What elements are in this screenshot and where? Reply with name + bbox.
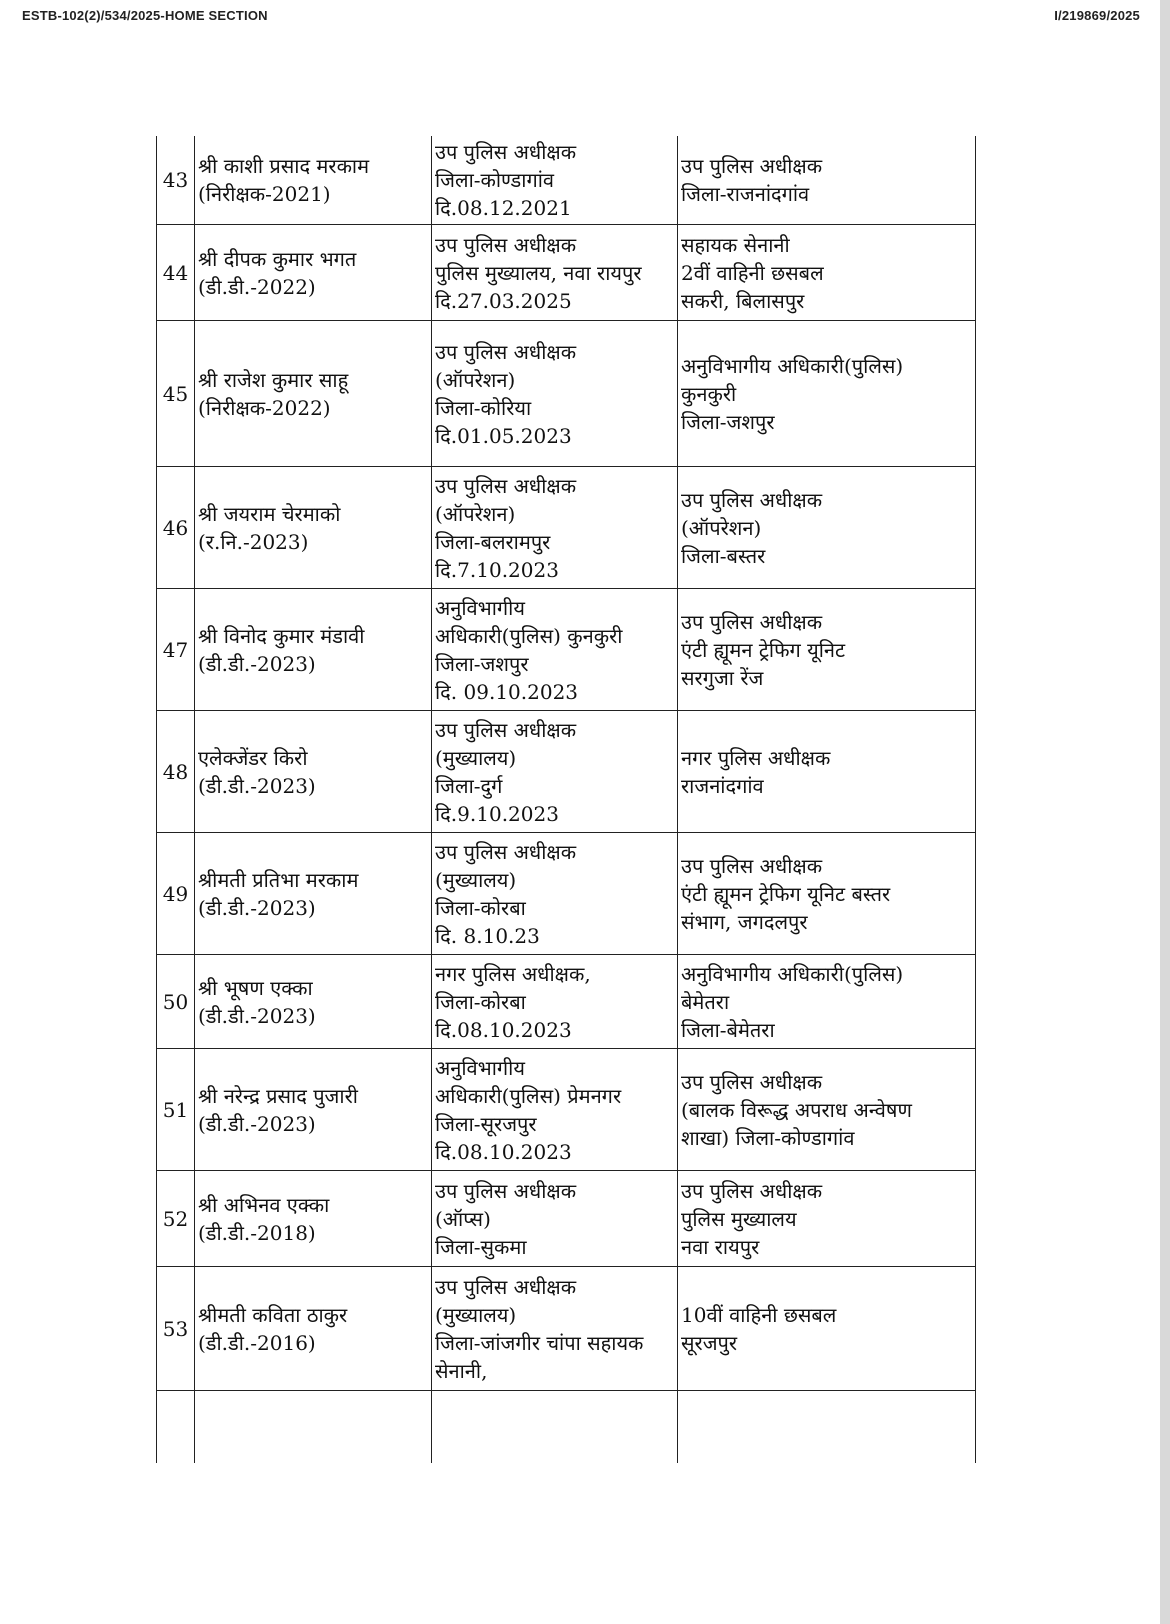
cell-line: जिला-जशपुर xyxy=(681,409,775,434)
officer-name-cell xyxy=(195,833,432,955)
cell-line: जिला-राजनांदगांव xyxy=(681,182,810,206)
new-posting-cell xyxy=(678,136,976,225)
cell-line: एंटी ह्यूमन ट्रेफिग यूनिट बस्तर xyxy=(681,881,891,906)
cell-line: (डी.डी.-2023) xyxy=(198,651,316,676)
table-row xyxy=(157,136,976,225)
cell-line: जिला-बेमेतरा xyxy=(681,1017,775,1042)
cell-line: (मुख्यालय) xyxy=(435,1302,517,1327)
current-posting-cell xyxy=(432,955,678,1049)
serial-number-cell: 51 xyxy=(157,1049,195,1171)
current-posting-cell xyxy=(432,225,678,321)
new-posting-cell xyxy=(678,225,976,321)
cell-line: (ऑपरेशन) xyxy=(435,367,516,392)
document-number: I/219869/2025 xyxy=(1054,8,1140,23)
serial-number-cell: 50 xyxy=(157,955,195,1049)
cell-line: सरगुजा रेंज xyxy=(681,665,764,690)
new-posting-cell xyxy=(678,467,976,589)
cell-line: उप पुलिस अधीक्षक xyxy=(435,140,577,164)
cell-line: श्री अभिनव एक्का xyxy=(198,1192,330,1217)
cell-line: श्री दीपक कुमार भगत xyxy=(198,246,357,271)
cell-line: जिला-बलरामपुर xyxy=(435,529,551,554)
cell-line: उप पुलिस अधीक्षक xyxy=(681,1178,823,1203)
cell-line: जिला-जांजगीर चांपा सहायक xyxy=(435,1330,644,1355)
officer-name-cell xyxy=(195,225,432,321)
cell-line: उप पुलिस अधीक्षक xyxy=(435,1178,577,1203)
table-row xyxy=(157,225,976,321)
table-row xyxy=(157,711,976,833)
cell-line: सेनानी, xyxy=(435,1358,488,1383)
empty-cell xyxy=(195,1391,432,1463)
empty-cell xyxy=(157,1391,195,1463)
new-posting-cell xyxy=(678,589,976,711)
cell-line: (डी.डी.-2023) xyxy=(198,1003,316,1028)
cell-line: एलेक्जेंडर किरो xyxy=(198,745,308,770)
cell-line: जिला-कोरबा xyxy=(435,989,526,1014)
current-posting-cell xyxy=(432,321,678,467)
cell-line: जिला-जशपुर xyxy=(435,651,529,676)
cell-line: (डी.डी.-2023) xyxy=(198,773,316,798)
cell-line: (डी.डी.-2023) xyxy=(198,895,316,920)
cell-line: अनुविभागीय अधिकारी(पुलिस) xyxy=(681,961,904,986)
cell-line: उप पुलिस अधीक्षक xyxy=(435,473,577,498)
cell-line: उप पुलिस अधीक्षक xyxy=(435,339,577,364)
empty-cell xyxy=(432,1391,678,1463)
cell-line: (बालक विरूद्ध अपराध अन्वेषण xyxy=(681,1097,912,1122)
new-posting-cell xyxy=(678,1267,976,1391)
cell-line: (ऑपरेशन) xyxy=(681,515,762,540)
cell-line: श्री भूषण एक्का xyxy=(198,975,313,1000)
table-row xyxy=(157,1171,976,1267)
officer-name-cell xyxy=(195,321,432,467)
serial-number-cell: 52 xyxy=(157,1171,195,1267)
cell-line: श्री जयराम चेरमाको xyxy=(198,501,341,526)
officer-name-cell xyxy=(195,955,432,1049)
cell-line: शाखा) जिला-कोण्डागांव xyxy=(681,1125,855,1150)
serial-number-cell: 43 xyxy=(157,136,195,225)
table-row xyxy=(157,467,976,589)
officer-name-cell xyxy=(195,589,432,711)
cell-line: जिला-सूरजपुर xyxy=(435,1111,537,1136)
cell-line: जिला-सुकमा xyxy=(435,1234,527,1259)
cell-line: जिला-दुर्ग xyxy=(435,773,503,798)
cell-line: जिला-कोरिया xyxy=(435,395,532,420)
cell-line: उप पुलिस अधीक्षक xyxy=(681,487,823,512)
transfer-table xyxy=(156,136,976,1463)
cell-line: जिला-कोण्डागांव xyxy=(435,168,554,192)
cell-line: श्रीमती प्रतिभा मरकाम xyxy=(198,867,359,892)
cell-line: दि. 8.10.23 xyxy=(435,923,540,948)
cell-line: श्री राजेश कुमार साहू xyxy=(198,367,349,392)
cell-line: दि.27.03.2025 xyxy=(435,288,572,313)
table-row xyxy=(157,955,976,1049)
serial-number-cell: 45 xyxy=(157,321,195,467)
table-row xyxy=(157,833,976,955)
new-posting-cell xyxy=(678,321,976,467)
serial-number-cell: 49 xyxy=(157,833,195,955)
current-posting-cell xyxy=(432,467,678,589)
cell-line: दि.08.10.2023 xyxy=(435,1139,572,1164)
cell-line: (डी.डी.-2022) xyxy=(198,274,316,299)
officer-name-cell xyxy=(195,1171,432,1267)
officer-name-cell xyxy=(195,467,432,589)
serial-number-cell: 44 xyxy=(157,225,195,321)
cell-line: उप पुलिस अधीक्षक xyxy=(681,609,823,634)
serial-number-cell: 47 xyxy=(157,589,195,711)
current-posting-cell xyxy=(432,1171,678,1267)
cell-line: अनुविभागीय xyxy=(435,1055,525,1080)
cell-line: (मुख्यालय) xyxy=(435,745,517,770)
cell-line: राजनांदगांव xyxy=(681,773,764,798)
file-reference: ESTB-102(2)/534/2025-HOME SECTION xyxy=(22,8,268,23)
cell-line: (डी.डी.-2023) xyxy=(198,1111,316,1136)
new-posting-cell xyxy=(678,955,976,1049)
officer-name-cell xyxy=(195,1267,432,1391)
cell-line: (र.नि.-2023) xyxy=(198,529,309,554)
cell-line: उप पुलिस अधीक्षक xyxy=(681,154,823,178)
serial-number-cell: 48 xyxy=(157,711,195,833)
serial-number-cell: 53 xyxy=(157,1267,195,1391)
cell-line: (निरीक्षक-2022) xyxy=(198,395,331,420)
cell-line: सकरी, बिलासपुर xyxy=(681,288,805,313)
serial-number-cell: 46 xyxy=(157,467,195,589)
cell-line: (डी.डी.-2016) xyxy=(198,1330,316,1355)
cell-line: दि.9.10.2023 xyxy=(435,801,559,826)
cell-line: (डी.डी.-2018) xyxy=(198,1220,316,1245)
cell-line: उप पुलिस अधीक्षक xyxy=(435,1274,577,1299)
cell-line: कुनकुरी xyxy=(681,381,737,406)
cell-line: नगर पुलिस अधीक्षक xyxy=(681,745,831,770)
new-posting-cell xyxy=(678,1171,976,1267)
cell-line: (ऑप्स) xyxy=(435,1206,491,1231)
current-posting-cell xyxy=(432,136,678,225)
table-row xyxy=(157,589,976,711)
current-posting-cell xyxy=(432,1267,678,1391)
current-posting-cell xyxy=(432,833,678,955)
cell-line: दि.01.05.2023 xyxy=(435,423,572,448)
new-posting-cell xyxy=(678,833,976,955)
officer-name-cell xyxy=(195,1049,432,1171)
current-posting-cell xyxy=(432,589,678,711)
cell-line: उप पुलिस अधीक्षक xyxy=(435,717,577,742)
cell-line: अनुविभागीय अधिकारी(पुलिस) xyxy=(681,353,904,378)
officer-name-cell xyxy=(195,136,432,225)
cell-line: उप पुलिस अधीक्षक xyxy=(435,839,577,864)
cell-line: नवा रायपुर xyxy=(681,1234,760,1259)
cell-line: श्रीमती कविता ठाकुर xyxy=(198,1302,348,1327)
cell-line: अधिकारी(पुलिस) कुनकुरी xyxy=(435,623,623,648)
cell-line: संभाग, जगदलपुर xyxy=(681,909,808,934)
cell-line: श्री नरेन्द्र प्रसाद पुजारी xyxy=(198,1083,358,1108)
cell-line: बेमेतरा xyxy=(681,989,730,1014)
page-edge xyxy=(1160,0,1170,1624)
cell-line: सहायक सेनानी xyxy=(681,232,790,257)
cell-line: उप पुलिस अधीक्षक xyxy=(681,1069,823,1094)
cell-line: जिला-बस्तर xyxy=(681,543,766,568)
current-posting-cell xyxy=(432,1049,678,1171)
table-row xyxy=(157,1049,976,1171)
cell-line: (निरीक्षक-2021) xyxy=(198,182,331,206)
cell-line: (मुख्यालय) xyxy=(435,867,517,892)
cell-line: अधिकारी(पुलिस) प्रेमनगर xyxy=(435,1083,622,1108)
new-posting-cell xyxy=(678,1049,976,1171)
cell-line: अनुविभागीय xyxy=(435,595,525,620)
cell-line: (ऑपरेशन) xyxy=(435,501,516,526)
cell-line: नगर पुलिस अधीक्षक, xyxy=(435,961,591,986)
empty-cell xyxy=(678,1391,976,1463)
empty-table-row xyxy=(157,1391,976,1463)
cell-line: 10वीं वाहिनी छसबल xyxy=(681,1302,837,1327)
transfer-table-body xyxy=(157,136,976,1463)
cell-line: दि.08.10.2023 xyxy=(435,1017,572,1042)
cell-line: दि. 09.10.2023 xyxy=(435,679,579,704)
new-posting-cell xyxy=(678,711,976,833)
table-row xyxy=(157,1267,976,1391)
cell-line: एंटी ह्यूमन ट्रेफिग यूनिट xyxy=(681,637,846,662)
cell-line: श्री विनोद कुमार मंडावी xyxy=(198,623,365,648)
cell-line: पुलिस मुख्यालय xyxy=(681,1206,797,1231)
table-row xyxy=(157,321,976,467)
current-posting-cell xyxy=(432,711,678,833)
cell-line: उप पुलिस अधीक्षक xyxy=(681,853,823,878)
cell-line: सूरजपुर xyxy=(681,1330,738,1355)
cell-line: जिला-कोरबा xyxy=(435,895,526,920)
cell-line: दि.7.10.2023 xyxy=(435,557,559,582)
cell-line: पुलिस मुख्यालय, नवा रायपुर xyxy=(435,260,642,285)
cell-line: श्री काशी प्रसाद मरकाम xyxy=(198,154,370,178)
cell-line: 2वीं वाहिनी छसबल xyxy=(681,260,824,285)
officer-name-cell xyxy=(195,711,432,833)
cell-line: दि.08.12.2021 xyxy=(435,196,572,220)
cell-line: उप पुलिस अधीक्षक xyxy=(435,232,577,257)
